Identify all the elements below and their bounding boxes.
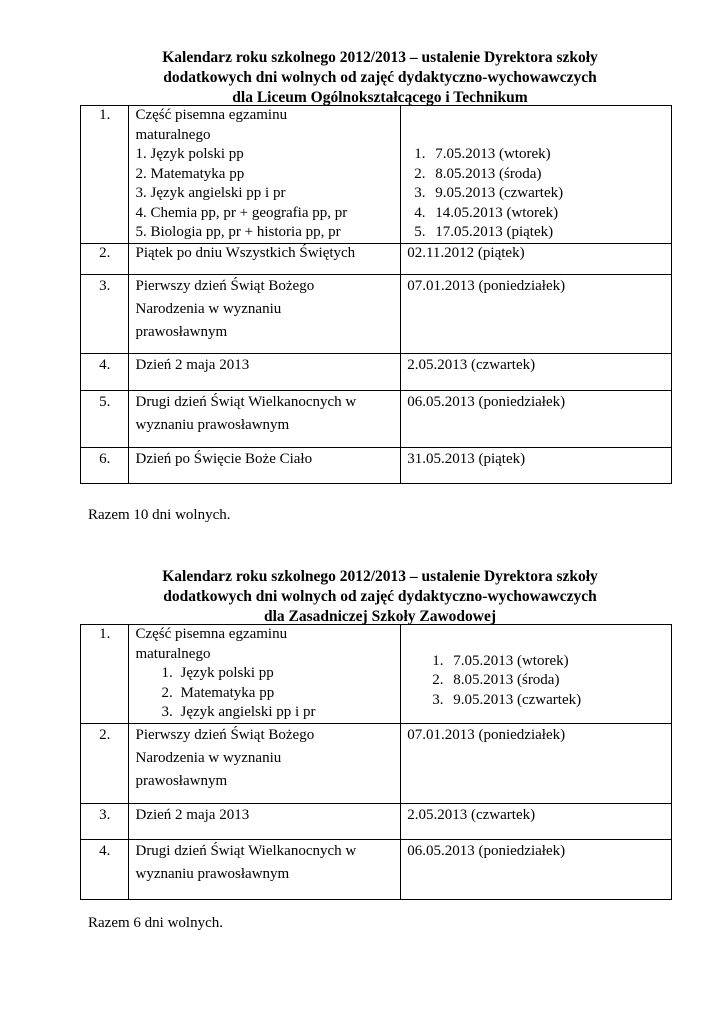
section1-table (80, 105, 672, 484)
desc-line: Część pisemna egzaminu (135, 626, 288, 642)
row-dates (401, 106, 672, 244)
row-number: 2. (81, 723, 129, 803)
desc-line: 1. Język polski pp (135, 146, 244, 162)
subject-item: 3. Język angielski pp i pr (176, 703, 394, 723)
row-description (129, 839, 401, 899)
table-row (81, 243, 672, 274)
desc-line: maturalnego (135, 126, 211, 143)
table-row (81, 106, 672, 244)
table-row (81, 390, 672, 447)
heading-line: dodatkowych dni wolnych od zajęć dydaktyczno-wychowawczych (163, 69, 597, 86)
dates-list (407, 145, 665, 243)
subjects-list (135, 664, 394, 723)
desc-line: Drugi dzień Świąt Wielkanocnych w (135, 842, 357, 859)
desc-line: Pierwszy dzień Świąt Bożego (135, 277, 315, 294)
heading-line: dla Liceum Ogólnokształcącego i Technikum (232, 89, 528, 106)
row-number: 1. (81, 106, 129, 244)
row-value: 07.01.2013 (poniedziałek) (401, 723, 672, 803)
desc-line: Dzień 2 maja 2013 (135, 806, 250, 823)
row-description (129, 353, 401, 390)
heading-line: dodatkowych dni wolnych od zajęć dydaktyczno-wychowawczych (163, 588, 597, 605)
date-item: 1. 7.05.2013 (wtorek) (447, 652, 665, 672)
table-row (81, 723, 672, 803)
section1-total: Razem 10 dni wolnych. (88, 507, 231, 523)
date-item: 3. 9.05.2013 (czwartek) (447, 691, 665, 711)
row-number: 3. (81, 803, 129, 839)
desc-line: prawosławnym (135, 772, 228, 789)
desc-line: Część pisemna egzaminu (135, 107, 288, 123)
date-item: 5. 17.05.2013 (piątek) (429, 223, 665, 243)
row-value: 02.11.2012 (piątek) (401, 243, 672, 274)
desc-line: 4. Chemia pp, pr + geografia pp, pr (135, 204, 348, 221)
row-number: 5. (81, 390, 129, 447)
heading-line: Kalendarz roku szkolnego 2012/2013 – ustalenie Dyrektora szkoły (162, 49, 598, 66)
desc-line: Pierwszy dzień Świąt Bożego (135, 726, 315, 743)
section2-table (80, 624, 672, 900)
row-description (129, 106, 401, 244)
row-value: 2.05.2013 (czwartek) (401, 353, 672, 390)
table-row (81, 353, 672, 390)
desc-line: Dzień 2 maja 2013 (135, 356, 250, 373)
subject-item: 1. Język polski pp (176, 664, 394, 684)
row-description (129, 274, 401, 353)
desc-line: 5. Biologia pp, pr + historia pp, pr (135, 224, 341, 240)
table-row (81, 447, 672, 483)
desc-line: wyznaniu prawosławnym (135, 416, 290, 433)
desc-line: Narodzenia w wyznaniu (135, 300, 282, 317)
desc-line: 2. Matematyka pp (135, 165, 245, 182)
row-number: 2. (81, 243, 129, 274)
section2-heading (80, 567, 680, 627)
table-row (81, 803, 672, 839)
row-value: 06.05.2013 (poniedziałek) (401, 839, 672, 899)
desc-line: maturalnego (135, 645, 211, 662)
date-item: 2. 8.05.2013 (środa) (429, 165, 665, 185)
table-row (81, 625, 672, 724)
desc-line: Narodzenia w wyznaniu (135, 749, 282, 766)
row-dates (401, 625, 672, 724)
row-number: 1. (81, 625, 129, 724)
desc-line: Dzień po Święcie Boże Ciało (135, 450, 313, 467)
row-description (129, 243, 401, 274)
row-value: 06.05.2013 (poniedziałek) (401, 390, 672, 447)
row-number: 4. (81, 353, 129, 390)
heading-line: dla Zasadniczej Szkoły Zawodowej (263, 608, 497, 625)
desc-line: prawosławnym (135, 323, 228, 340)
table-row (81, 839, 672, 899)
row-description (129, 390, 401, 447)
date-item: 4. 14.05.2013 (wtorek) (429, 204, 665, 224)
table-row (81, 274, 672, 353)
row-number: 4. (81, 839, 129, 899)
date-item: 2. 8.05.2013 (środa) (447, 671, 665, 691)
row-description (129, 803, 401, 839)
row-description (129, 723, 401, 803)
row-value: 07.01.2013 (poniedziałek) (401, 274, 672, 353)
row-value: 31.05.2013 (piątek) (401, 447, 672, 483)
row-value: 2.05.2013 (czwartek) (401, 803, 672, 839)
row-description (129, 447, 401, 483)
dates-list (407, 638, 665, 711)
date-item: 1. 7.05.2013 (wtorek) (429, 145, 665, 165)
desc-line: wyznaniu prawosławnym (135, 865, 290, 882)
section2-total: Razem 6 dni wolnych. (88, 915, 223, 931)
desc-line: Piątek po dniu Wszystkich Świętych (135, 244, 356, 261)
heading-line: Kalendarz roku szkolnego 2012/2013 – ustalenie Dyrektora szkoły (162, 568, 598, 585)
date-item: 3. 9.05.2013 (czwartek) (429, 184, 665, 204)
row-number: 6. (81, 447, 129, 483)
row-description (129, 625, 401, 724)
desc-line: Drugi dzień Świąt Wielkanocnych w (135, 393, 357, 410)
row-number: 3. (81, 274, 129, 353)
section1-heading (80, 48, 680, 108)
subject-item: 2. Matematyka pp (176, 684, 394, 704)
desc-line: 3. Język angielski pp i pr (135, 185, 286, 201)
